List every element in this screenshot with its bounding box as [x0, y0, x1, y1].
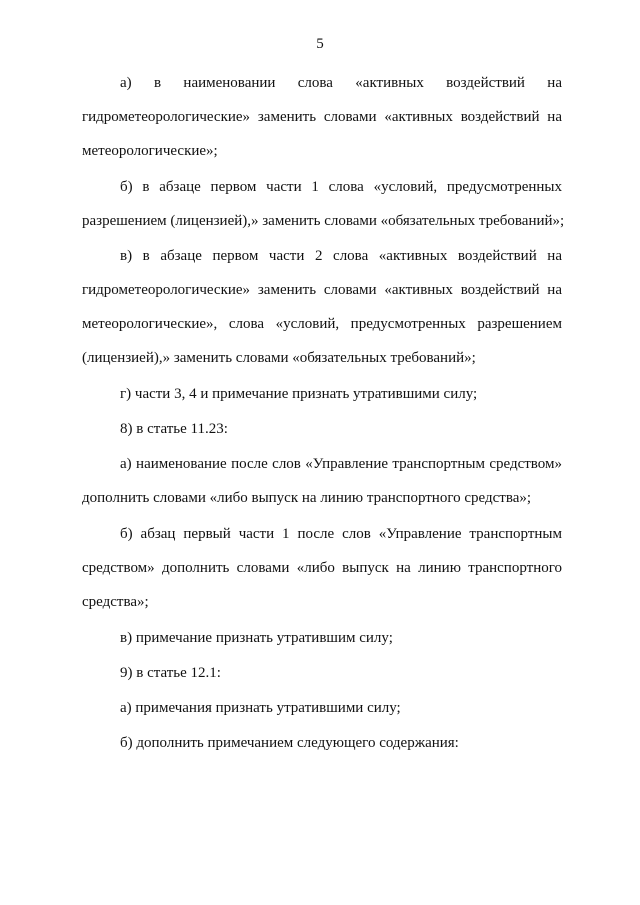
text-line-11: 8) в статье 11.23:	[120, 421, 228, 437]
text-line-19: а) примечания признать утратившими силу;	[120, 700, 401, 716]
text-line-6: в) в абзаце первом части 2 слова «активных воздействий на	[120, 248, 562, 264]
text-line-17: в) примечание признать утратившим силу;	[120, 630, 393, 646]
text-line-20: б) дополнить примечанием следующего содержания:	[120, 735, 459, 751]
text-line-1: а) в наименовании слова «активных воздействий на	[120, 75, 562, 91]
text-line-9: (лицензией),» заменить словами «обязательных требований»;	[82, 350, 476, 366]
text-line-14: б) абзац первый части 1 после слов «Управление транспортным	[120, 526, 562, 542]
text-line-7: гидрометеорологические» заменить словами «активных воздействий на	[82, 282, 562, 298]
text-line-18: 9) в статье 12.1:	[120, 665, 221, 681]
text-line-13: дополнить словами «либо выпуск на линию транспортного средства»;	[82, 490, 532, 506]
page-number: 5	[316, 36, 324, 52]
text-line-8: метеорологические», слова «условий, предусмотренных разрешением	[82, 316, 562, 332]
text-line-12: а) наименование после слов «Управление транспортным средством»	[120, 456, 562, 472]
text-line-10: г) части 3, 4 и примечание признать утратившими силу;	[120, 386, 478, 402]
text-line-4: б) в абзаце первом части 1 слова «условий, предусмотренных	[120, 179, 562, 195]
text-line-15: средством» дополнить словами «либо выпуск на линию транспортного	[82, 560, 562, 576]
text-line-16: средства»;	[82, 594, 149, 610]
text-line-5: разрешением (лицензией),» заменить словами «обязательных требований»;	[82, 213, 565, 229]
text-line-3: метеорологические»;	[82, 143, 218, 159]
text-line-2: гидрометеорологические» заменить словами «активных воздействий на	[82, 109, 562, 125]
